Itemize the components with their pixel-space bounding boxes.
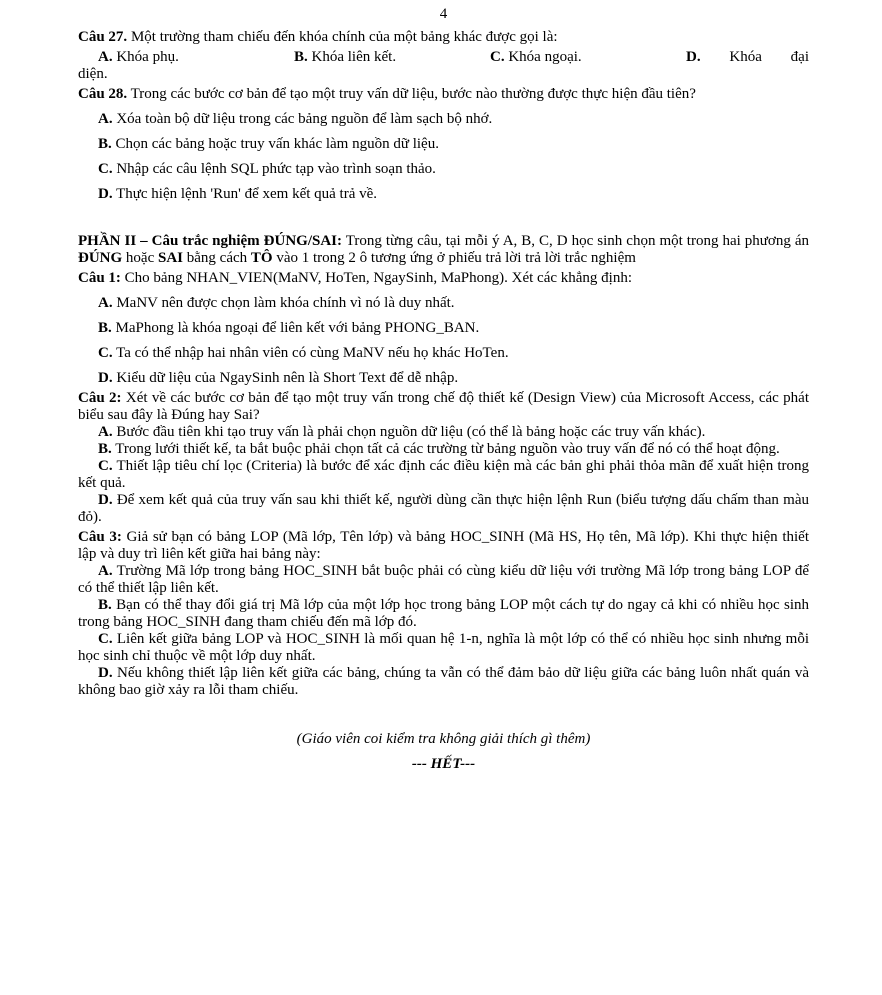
page-number: 4	[439, 6, 448, 22]
option-a: A. MaNV nên được chọn làm khóa chính vì nó là duy nhất.	[98, 295, 455, 311]
option-d: D. Kiểu dữ liệu của NgaySinh nên là Short Text để dễ nhập.	[98, 370, 459, 386]
question-text: Trong các bước cơ bản để tạo một truy vấn dữ liệu, bước nào thường được thực hiện đầu tiên?	[127, 86, 696, 102]
part-2-instructions: PHẦN II – Câu trắc nghiệm ĐÚNG/SAI: Trong từng câu, tại mỗi ý A, B, C, D học sinh chọn một trong hai phương án ĐÚNG hoặc SAI bằng cách TÔ vào 1 trong 2 ô tương ứng ở phiếu trả lời trả lời trắc nghiệm	[78, 233, 809, 266]
question-label: Câu 3:	[78, 529, 122, 545]
option-c: C. Thiết lập tiêu chí lọc (Criteria) là bước để xác định các điều kiện mà các bản ghi phải thỏa mãn để xuất hiện trong kết quả.	[78, 458, 809, 491]
option-c: C. Ta có thể nhập hai nhân viên có cùng MaNV nếu họ khác HoTen.	[98, 345, 509, 361]
option-a: A. Trường Mã lớp trong bảng HOC_SINH bắt buộc phải có cùng kiểu dữ liệu với trường Mã lớp trong bảng LOP để có thể thiết lập liên kết.	[78, 563, 809, 596]
question-text: Cho bảng NHAN_VIEN(MaNV, HoTen, NgaySinh, MaPhong). Xét các khẳng định:	[120, 270, 633, 286]
end-marker: --- HẾT---	[411, 756, 476, 772]
option-d: D. Để xem kết quả của truy vấn sau khi thiết kế, người dùng cần thực hiện lệnh Run (biểu tượng dấu chấm than màu đỏ).	[78, 492, 809, 525]
option-b: B. Chọn các bảng hoặc truy vấn khác làm nguồn dữ liệu.	[98, 136, 439, 152]
question-3	[78, 529, 809, 563]
option-a: A. Xóa toàn bộ dữ liệu trong các bảng nguồn để làm sạch bộ nhớ.	[98, 111, 493, 127]
option-c: C. Khóa ngoại.	[490, 49, 582, 65]
option-b: B. Trong lưới thiết kế, ta bắt buộc phải chọn tất cả các trường từ bảng nguồn vào truy vấn để nó có thể hoạt động.	[98, 441, 780, 457]
question-28	[78, 86, 809, 103]
option-d: D. Khóa đại	[686, 49, 809, 65]
option-c: C. Liên kết giữa bảng LOP và HOC_SINH là mối quan hệ 1-n, nghĩa là một lớp có thể có nhiều học sinh nhưng mỗi học sinh chỉ thuộc về một lớp duy nhất.	[78, 631, 809, 664]
option-b: B. Bạn có thể thay đổi giá trị Mã lớp của một lớp học trong bảng LOP một cách tự do ngay cả khi có nhiều học sinh trong bảng HOC_SINH đang tham chiếu đến mã lớp đó.	[78, 597, 809, 630]
question-label: Câu 27.	[78, 29, 128, 45]
question-2	[78, 390, 809, 424]
question-text: Giả sử bạn có bảng LOP (Mã lớp, Tên lớp) và bảng HOC_SINH (Mã HS, Họ tên, Mã lớp). Khi thực hiện thiết lập và duy trì liên kết giữa hai bảng này:	[78, 529, 809, 562]
option-d: D. Thực hiện lệnh 'Run' để xem kết quả trả về.	[98, 186, 378, 202]
option-c: C. Nhập các câu lệnh SQL phức tạp vào trình soạn thảo.	[98, 161, 436, 177]
question-1	[78, 270, 809, 287]
question-text: Xét về các bước cơ bản để tạo một truy vấn trong chế độ thiết kế (Design View) của Microsoft Access, các phát biểu sau đây là Đúng hay Sai?	[78, 390, 809, 423]
question-27-options	[78, 49, 809, 66]
question-label: Câu 1:	[78, 270, 121, 286]
option-a: A. Khóa phụ.	[98, 49, 179, 65]
option-d: D. Nếu không thiết lập liên kết giữa các bảng, chúng ta vẫn có thể đảm bảo dữ liệu giữa các bảng luôn nhất quán và không bao giờ xảy ra lỗi tham chiếu.	[78, 665, 809, 698]
option-b: B. Khóa liên kết.	[294, 49, 397, 65]
question-text: Một trường tham chiếu đến khóa chính của một bảng khác được gọi là:	[127, 29, 558, 45]
part-2-heading: PHẦN II – Câu trắc nghiệm ĐÚNG/SAI:	[78, 233, 342, 249]
option-b: B. MaPhong là khóa ngoại để liên kết với bảng PHONG_BAN.	[98, 320, 480, 336]
option-a: A. Bước đầu tiên khi tạo truy vấn là phải chọn nguồn dữ liệu (có thể là bảng hoặc các truy vấn khác).	[98, 424, 706, 440]
teacher-note: (Giáo viên coi kiểm tra không giải thích gì thêm)	[296, 731, 591, 747]
question-label: Câu 2:	[78, 390, 122, 406]
exam-page	[78, 6, 809, 773]
question-27	[78, 29, 809, 46]
question-label: Câu 28.	[78, 86, 128, 102]
option-d-wrap: diện.	[78, 66, 108, 82]
